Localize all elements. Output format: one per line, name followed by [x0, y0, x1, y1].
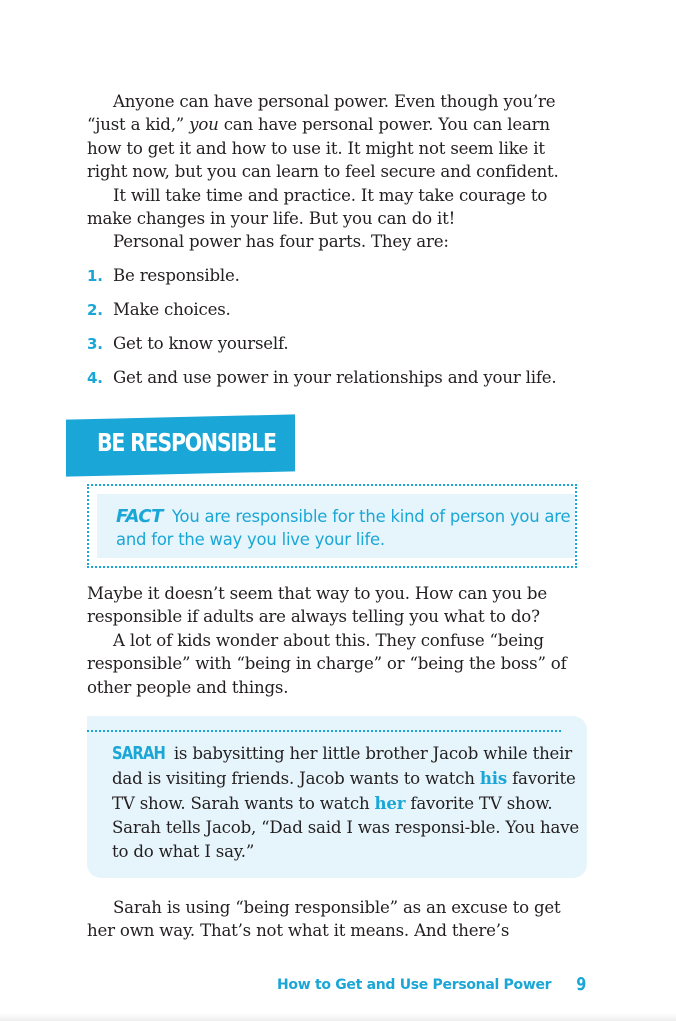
closing-paragraph: Sarah is using “being responsible” as an excuse to get her own way. That’s not what it means. And there’s [87, 898, 561, 941]
page-edge [0, 1013, 676, 1021]
closing-text [87, 896, 587, 943]
intro-text [87, 90, 587, 254]
parts-list [87, 266, 607, 402]
page-number: 9 [576, 974, 587, 995]
intro-paragraph-1: Anyone can have personal power. Even though you’re “just a kid,” you can have personal power. You can learn how to get it and how to use it. It might not seem like it right now, but you can learn to feel secure and confident. [87, 92, 559, 182]
body-paragraph-1: Maybe it doesn’t seem that way to you. How can you be responsible if adults are always telling you what to do? [87, 584, 547, 627]
list-item: 1. Be responsible. [87, 266, 240, 285]
section-heading: BE RESPONSIBLE [97, 428, 276, 457]
intro-paragraph-3: Personal power has four parts. They are: [113, 232, 449, 252]
list-item: 4. Get and use power in your relationships and your life. [87, 368, 557, 387]
highlight-his: his [479, 768, 507, 788]
fact-label: FACT [116, 506, 163, 527]
list-item: 2. Make choices. [87, 300, 231, 319]
story-name: SARAH [112, 743, 166, 764]
body-text [87, 582, 587, 699]
fact-text: FACT You are responsible for the kind of person you are and for the way you live your life. [116, 506, 571, 550]
intro-paragraph-2: It will take time and practice. It may take courage to make changes in your life. But you can do it! [87, 185, 548, 229]
story-text: SARAH is babysitting her little brother Jacob while their dad is visiting friends. Jacob wants to watch his favorite TV show. Sarah wants to watch her favorite TV show. Sarah tells Jacob, “Dad said I was responsi-ble. You have to do what I say.” [112, 743, 579, 861]
running-footer-title: How to Get and Use Personal Power [277, 977, 552, 993]
highlight-her: her [374, 793, 406, 813]
body-paragraph-2: A lot of kids wonder about this. They confuse “being responsible” with “being in charge” or “being the boss” of other people and things. [87, 630, 567, 697]
emphasis-you: you [189, 115, 219, 135]
list-item: 3. Get to know yourself. [87, 334, 289, 353]
story-dotted-rule [87, 730, 561, 732]
